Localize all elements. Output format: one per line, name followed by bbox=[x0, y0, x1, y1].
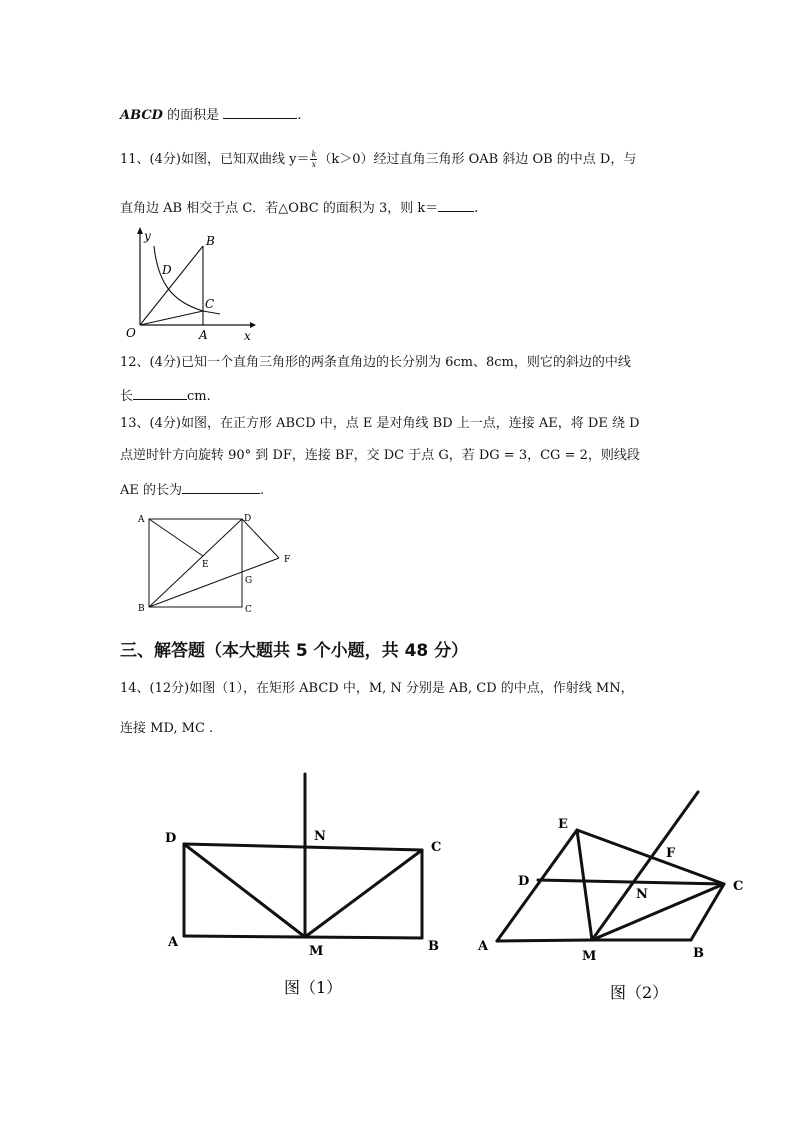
period: . bbox=[297, 108, 302, 123]
side-AE bbox=[497, 830, 577, 941]
label-A: A bbox=[138, 515, 145, 525]
label-N: N bbox=[636, 887, 648, 902]
period: . bbox=[474, 201, 479, 216]
answer-blank[interactable] bbox=[133, 385, 187, 400]
label-A: A bbox=[199, 328, 208, 342]
q11-line2 bbox=[120, 197, 478, 218]
label-G: G bbox=[245, 576, 253, 586]
q13-line1 bbox=[120, 415, 640, 433]
segment-AE bbox=[149, 519, 203, 556]
label-F: F bbox=[666, 846, 676, 861]
q14-text-a: 如图（1），在矩形 ABCD 中，M, N 分别是 AB, CD 的中点，作射线 MN， bbox=[189, 681, 634, 696]
side-DC bbox=[184, 844, 422, 850]
label-B: B bbox=[138, 604, 145, 614]
q13-text-a: 如图，在正方形 ABCD 中，点 E 是对角线 BD 上一点，连接 AE，将 DE 绕 D bbox=[180, 416, 640, 431]
q13-number: 13、(4分) bbox=[120, 416, 181, 431]
q12-text-b: 长 bbox=[120, 389, 134, 404]
segment-BF bbox=[149, 558, 279, 607]
q13-text-b: 点逆时针方向旋转 90° 到 DF，连接 BF，交 DC 于点 G，若 DG = 3，CG = 2，则线段 bbox=[120, 448, 640, 463]
x-arrow bbox=[250, 322, 256, 328]
segment-MC bbox=[305, 850, 422, 937]
figure-2-parallelogram bbox=[470, 760, 770, 1010]
q12-unit: cm. bbox=[187, 389, 211, 404]
q12-line1 bbox=[120, 354, 631, 372]
q12-line2 bbox=[120, 385, 211, 406]
label-B: B bbox=[206, 234, 215, 248]
label-A: A bbox=[168, 935, 179, 950]
diagonal-BD bbox=[149, 519, 242, 607]
q14-number: 14、(12分) bbox=[120, 681, 190, 696]
fraction-k-over-x bbox=[310, 150, 317, 169]
segment-EM bbox=[577, 830, 592, 940]
q14-line2 bbox=[120, 720, 213, 738]
period: . bbox=[260, 483, 265, 498]
label-E: E bbox=[558, 817, 568, 832]
label-M: M bbox=[309, 944, 324, 959]
label-y: y bbox=[144, 229, 151, 243]
q11-text-c: 直角边 AB 相交于点 C．若△OBC 的面积为 3，则 k＝ bbox=[120, 201, 439, 216]
segment-MD bbox=[184, 844, 305, 937]
label-O: O bbox=[126, 326, 136, 340]
label-D: D bbox=[244, 514, 252, 524]
answer-blank[interactable] bbox=[438, 197, 474, 212]
label-B: B bbox=[428, 939, 439, 954]
label-A: A bbox=[478, 939, 489, 954]
q11-number: 11、(4分) bbox=[120, 152, 181, 167]
q14-line1 bbox=[120, 680, 634, 698]
caption-figure-1: 图（1） bbox=[284, 978, 343, 997]
label-x: x bbox=[244, 329, 251, 343]
figure-1-rectangle bbox=[160, 768, 460, 1008]
label-C: C bbox=[733, 879, 744, 894]
label-M: M bbox=[582, 949, 597, 964]
label-D: D bbox=[165, 831, 177, 846]
label-C: C bbox=[205, 297, 215, 311]
q13-text-c: AE 的长为 bbox=[120, 483, 183, 498]
q11-text-a: 如图，已知双曲线 y＝ bbox=[180, 152, 310, 167]
quadrilateral-name: ABCD bbox=[120, 108, 163, 123]
label-C: C bbox=[431, 840, 442, 855]
fraction-denominator: x bbox=[311, 160, 317, 169]
answer-blank[interactable] bbox=[182, 479, 260, 494]
figure-q11-hyperbola bbox=[118, 224, 258, 344]
figure-q13-square bbox=[130, 508, 300, 620]
label-F: F bbox=[284, 555, 291, 565]
label-N: N bbox=[314, 829, 326, 844]
label-C: C bbox=[245, 605, 252, 615]
label-E: E bbox=[202, 560, 209, 570]
area-question-tail bbox=[120, 104, 301, 125]
q12-text-a: 已知一个直角三角形的两条直角边的长分别为 6cm、8cm，则它的斜边的中线 bbox=[180, 355, 631, 370]
section-title: 三、解答题（本大题共 5 个小题，共 48 分） bbox=[120, 641, 469, 661]
label-D: D bbox=[518, 874, 530, 889]
q11-line1 bbox=[120, 150, 636, 169]
q14-text-b: 连接 MD, MC . bbox=[120, 721, 214, 736]
y-arrow bbox=[137, 227, 143, 234]
area-text: 的面积是 bbox=[162, 108, 220, 123]
side-AM bbox=[497, 940, 592, 941]
segment-DF bbox=[242, 519, 279, 558]
label-D: D bbox=[162, 263, 172, 277]
label-B: B bbox=[693, 946, 704, 961]
q12-number: 12、(4分) bbox=[120, 355, 181, 370]
q13-line3 bbox=[120, 479, 264, 500]
fraction-numerator: k bbox=[311, 150, 317, 159]
answer-blank[interactable] bbox=[223, 104, 297, 119]
caption-figure-2: 图（2） bbox=[610, 983, 669, 1002]
q13-line2 bbox=[120, 447, 640, 465]
q11-text-b: （k＞0）经过直角三角形 OAB 斜边 OB 的中点 D，与 bbox=[318, 152, 637, 167]
